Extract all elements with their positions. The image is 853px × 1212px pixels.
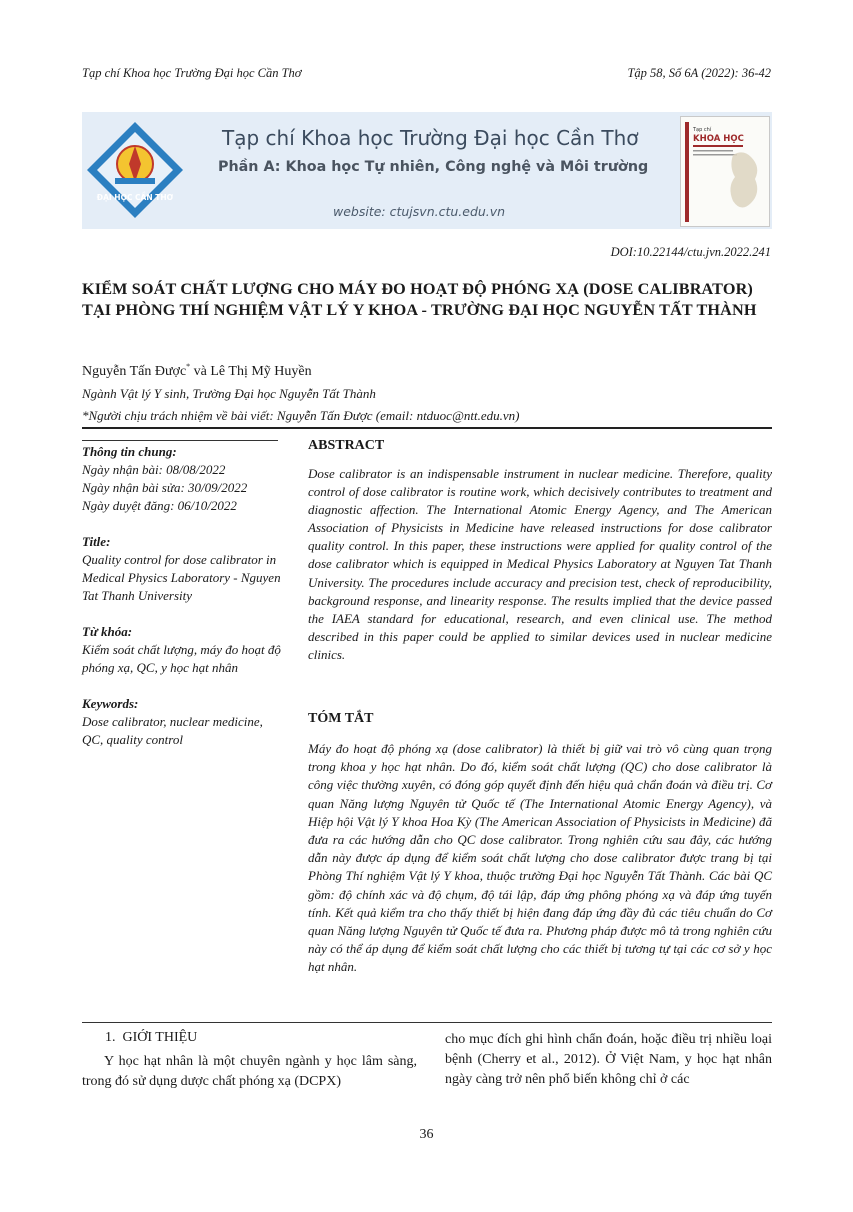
intro-paragraph-left: Y học hạt nhân là một chuyên ngành y học lâm sàng, trong đó sử dụng dược chất phóng xạ (DCPX) bbox=[82, 1054, 417, 1089]
vietnamese-keywords: Kiểm soát chất lượng, máy đo hoạt độ phóng xạ, QC, y học hạt nhân bbox=[82, 642, 281, 675]
abstract-heading: ABSTRACT bbox=[308, 438, 385, 453]
logo-text: ĐẠI HỌC CẦN THƠ bbox=[96, 193, 174, 202]
english-title: Quality control for dose calibrator in Medical Physics Laboratory - Nguyen Tat Thanh University bbox=[82, 552, 281, 603]
english-keywords: Dose calibrator, nuclear medicine, QC, quality control bbox=[82, 714, 263, 747]
issue-info: Tập 58, Số 6A (2022): 36-42 bbox=[627, 66, 771, 80]
journal-banner bbox=[82, 112, 772, 229]
section-heading: 1. GIỚI THIỆU bbox=[105, 1030, 198, 1045]
journal-cover-image bbox=[680, 116, 770, 227]
divider bbox=[82, 427, 772, 429]
received-date: Ngày nhận bài: 08/08/2022 bbox=[82, 462, 226, 477]
title-heading: Title: bbox=[82, 534, 111, 549]
cover-title-text: KHOA HỌC bbox=[693, 134, 744, 144]
paper-title: KIỂM SOÁT CHẤT LƯỢNG CHO MÁY ĐO HOẠT ĐỘ PHÓNG XẠ (DOSE CALIBRATOR) TẠI PHÒNG THÍ NGHIỆM VẬT LÝ Y KHOA - TRƯỜNG ĐẠI HỌC NGUYỄN TẤT THÀNH bbox=[82, 280, 757, 319]
intro-paragraph-right: cho mục đích ghi hình chẩn đoán, hoặc điều trị nhiều loại bệnh (Cherry et al., 2012). Ở Việt Nam, y học hạt nhân ngày càng trở nên phổ biến không chỉ ở các bbox=[445, 1032, 772, 1087]
tukhoa-heading: Từ khóa: bbox=[82, 624, 133, 639]
abstract-body: Dose calibrator is an indispensable instrument in nuclear medicine. Therefore, quality control of dose calibrator is routine work, which decisively contributes to treatment and diagnostic affection. The International Atomic Energy Agency, and The American Association of Physicists in Medicine have released instructions for dose calibrator quality control. In this paper, these instructions were applied for quality control of the dose calibrator which is equipped in Medical Physics Laboratory at Nguyen Tat Thanh University. The procedures include accuracy and precision test, check of reproducibility, background response, and linearity response. The results implied that the device passed the IAEA standard for educational, research, and even clinical use. The method described in this paper could be applied to similar devices used in nuclear medicine clinics. bbox=[308, 466, 772, 662]
article-info bbox=[82, 443, 282, 749]
revised-date: Ngày nhận bài sửa: 30/09/2022 bbox=[82, 480, 248, 495]
accepted-date: Ngày duyệt đăng: 06/10/2022 bbox=[82, 498, 237, 513]
divider bbox=[82, 1022, 772, 1023]
university-logo-icon bbox=[85, 120, 185, 220]
corresponding-author: *Người chịu trách nhiệm về bài viết: Nguyễn Tấn Được (email: ntduoc@ntt.edu.vn) bbox=[82, 408, 520, 423]
cover-small-text: Tạp chí bbox=[693, 127, 712, 133]
banner-website: website: ctujsvn.ctu.edu.vn bbox=[333, 204, 506, 219]
tomtat-heading: TÓM TẮT bbox=[308, 711, 374, 726]
author-list bbox=[82, 362, 312, 380]
tomtat-body: Máy đo hoạt độ phóng xạ (dose calibrator) là thiết bị giữ vai trò vô cùng quan trọng trong khoa y học hạt nhân. Do đó, kiểm soát chất lượng (QC) cho dose calibrator là công việc thường xuyên, có đóng góp quyết định đến hiệu quả chẩn đoán và điều trị. Cơ quan Năng lượng Nguyên tử Quốc tế (The International Atomic Energy Agency), và Hiệp hội Vật lý Y khoa Hoa Kỳ (The American Association of Physicists in Medicine) đã đưa ra các hướng dẫn cho QC dose calibrator. Trong nghiên cứu sau đây, các hướng dẫn này được áp dụng để kiểm soát chất lượng cho dose calibrator được trang bị tại Phòng Thí nghiệm Vật lý Y khoa, thuộc trường Đại học Nguyễn Tất Thành. Các bài QC gồm: độ chính xác và độ chụm, độ tái lập, đáp ứng phông phóng xạ và đáp ứng tuyến tính. Kết quả kiểm tra cho thấy thiết bị hiện đang đáp ứng đầy đủ các tiêu chuẩn do Cơ quan Năng lượng Nguyên tử Quốc tế đưa ra. Phương pháp được mô tả trong nghiên cứu này có thể áp dụng để kiểm soát chất lượng cho các thiết bị tương tự tại các cơ sở y học hạt nhân. bbox=[308, 741, 772, 975]
author-name: Nguyễn Tấn Được bbox=[82, 364, 187, 379]
banner-subtitle: Phần A: Khoa học Tự nhiên, Công nghệ và Môi trường bbox=[218, 159, 649, 175]
page-number: 36 bbox=[419, 1127, 434, 1142]
author-name: Lê Thị Mỹ Huyền bbox=[210, 364, 312, 379]
author-conjunction: và bbox=[190, 364, 211, 379]
divider bbox=[82, 440, 278, 441]
cover-art-icon bbox=[681, 117, 769, 226]
info-heading: Thông tin chung: bbox=[82, 444, 177, 459]
keywords-heading: Keywords: bbox=[82, 696, 139, 711]
journal-header: Tạp chí Khoa học Trường Đại học Cần Thơ bbox=[82, 66, 302, 80]
affiliation: Ngành Vật lý Y sinh, Trường Đại học Nguyễn Tất Thành bbox=[82, 386, 376, 401]
banner-title: Tạp chí Khoa học Trường Đại học Cần Thơ bbox=[222, 126, 639, 150]
doi: DOI:10.22144/ctu.jvn.2022.241 bbox=[610, 245, 771, 259]
corresponding-mark: * bbox=[186, 362, 191, 371]
